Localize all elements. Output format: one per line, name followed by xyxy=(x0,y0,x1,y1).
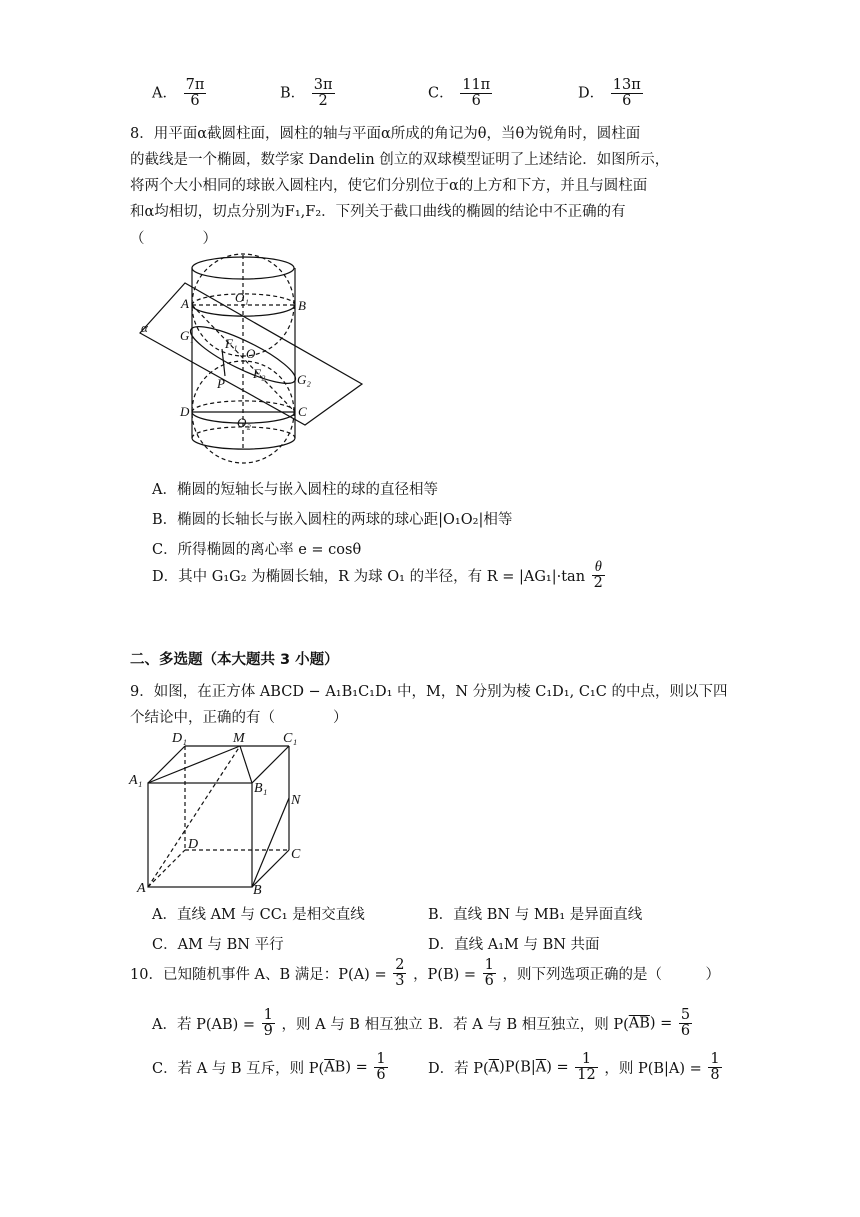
q9-fig-label-m: M xyxy=(233,731,245,746)
q8-fig-label-d: D xyxy=(180,404,190,419)
q10-option-d[interactable]: D．若 $P(\overline{A})P(B|\overline{A})$ = $\frac{1}{12}$ ，则 P(B|A) = $\frac{1}{8}$ xyxy=(428,1051,720,1084)
q9-option-a[interactable]: A．直线 AM 与 CC₁ 是相交直线 xyxy=(152,907,365,923)
q9-fig-label-c: C xyxy=(291,847,301,862)
q9-cube-figure xyxy=(125,728,315,898)
q8-option-a[interactable]: A．椭圆的短轴长与嵌入圆柱的球的直径相等 xyxy=(152,482,438,498)
q9-option-c[interactable]: C．AM 与 BN 平行 xyxy=(152,937,284,953)
q8-fig-label-alpha: α xyxy=(141,320,148,335)
q8-line2: 的截线是一个椭圆，数学家 Dandelin 创立的双球模型证明了上述结论．如图所示， xyxy=(130,152,670,168)
q10-option-c[interactable]: C．若 A 与 B 互斥，则 $P(\overline{A}B)$ = $\frac{1}{6}$ xyxy=(152,1051,386,1084)
q7-option-a[interactable]: A． $\frac{7\pi}{6}$ xyxy=(152,77,205,110)
q8-fig-label-f1: F₁ xyxy=(225,336,238,351)
q10-stem: 10．已知随机事件 A、B 满足：P(A) = $\frac{2}{3}$ ，P(B) = $\frac{1}{6}$ ，则下列选项正确的是（ ） xyxy=(130,957,720,990)
q7-option-d[interactable]: D． $\frac{13\pi}{6}$ xyxy=(578,77,641,110)
q8-fig-label-g2: G₂ xyxy=(297,372,311,387)
q8-line4: 和α均相切，切点分别为F₁,F₂．下列关于截口曲线的椭圆的结论中不正确的有 xyxy=(130,204,626,220)
q8-fig-label-o: O xyxy=(246,346,256,361)
q8-option-d[interactable]: D．其中 G₁G₂ 为椭圆长轴，R 为球 O₁ 的半径，有 R = |AG₁|·tan $\frac{\theta}{2}$ xyxy=(152,559,603,592)
q9-fig-label-d1: D₁ xyxy=(172,731,187,746)
q9-fig-label-b: B xyxy=(253,883,262,898)
q8-option-c[interactable]: C．所得椭圆的离心率 e = cosθ xyxy=(152,542,362,558)
q8-fig-label-p: P xyxy=(217,376,225,391)
q8-cylinder-figure xyxy=(125,250,370,470)
q8-line3: 将两个大小相同的球嵌入圆柱内，使它们分别位于α的上方和下方，并且与圆柱面 xyxy=(130,178,648,194)
q8-line1: 8．用平面α截圆柱面，圆柱的轴与平面α所成的角记为θ，当θ为锐角时，圆柱面 xyxy=(130,126,641,142)
q9-fig-label-a: A xyxy=(137,881,146,896)
q7-option-b[interactable]: B． $\frac{3\pi}{2}$ xyxy=(280,77,333,110)
q8-fig-label-f2: F₂ xyxy=(253,366,266,381)
q9-line1: 9．如图，在正方体 ABCD − A₁B₁C₁D₁ 中，M，N 分别为棱 C₁D₁, C₁C 的中点，则以下四 xyxy=(130,684,728,700)
q9-option-d[interactable]: D．直线 A₁M 与 BN 共面 xyxy=(428,937,600,953)
q8-fig-label-a: A xyxy=(181,296,189,311)
q9-fig-label-b1: B₁ xyxy=(254,781,268,796)
q9-fig-label-d: D xyxy=(188,837,199,852)
q8-answer-paren: （ ） xyxy=(130,231,217,247)
q9-fig-label-c1: C₁ xyxy=(283,731,298,746)
q8-fig-label-o2: O₂ xyxy=(237,415,251,430)
q9-fig-label-n: N xyxy=(291,793,301,808)
q8-fig-label-b: B xyxy=(298,298,306,313)
q8-fig-label-c: C xyxy=(298,404,307,419)
q8-fig-label-o1: O₁ xyxy=(235,290,249,305)
q9-fig-label-a1: A₁ xyxy=(129,773,143,788)
q7-option-c[interactable]: C． $\frac{11\pi}{6}$ xyxy=(428,77,491,110)
section-heading-multi-choice: 二、多选题（本大题共 3 小题） xyxy=(130,652,339,668)
q9-option-b[interactable]: B．直线 BN 与 MB₁ 是异面直线 xyxy=(428,907,643,923)
q9-line2: 个结论中，正确的有（ ） xyxy=(130,710,348,726)
q8-option-b[interactable]: B．椭圆的长轴长与嵌入圆柱的两球的球心距|O₁O₂|相等 xyxy=(152,512,513,528)
q8-fig-label-g1: G₁ xyxy=(180,328,194,343)
q10-option-b[interactable]: B．若 A 与 B 相互独立，则 $P(\overline{AB})$ = $\frac{5}{6}$ xyxy=(428,1007,691,1040)
q10-option-a[interactable]: A．若 P(AB) = $\frac{1}{9}$ ，则 A 与 B 相互独立 xyxy=(152,1007,423,1040)
